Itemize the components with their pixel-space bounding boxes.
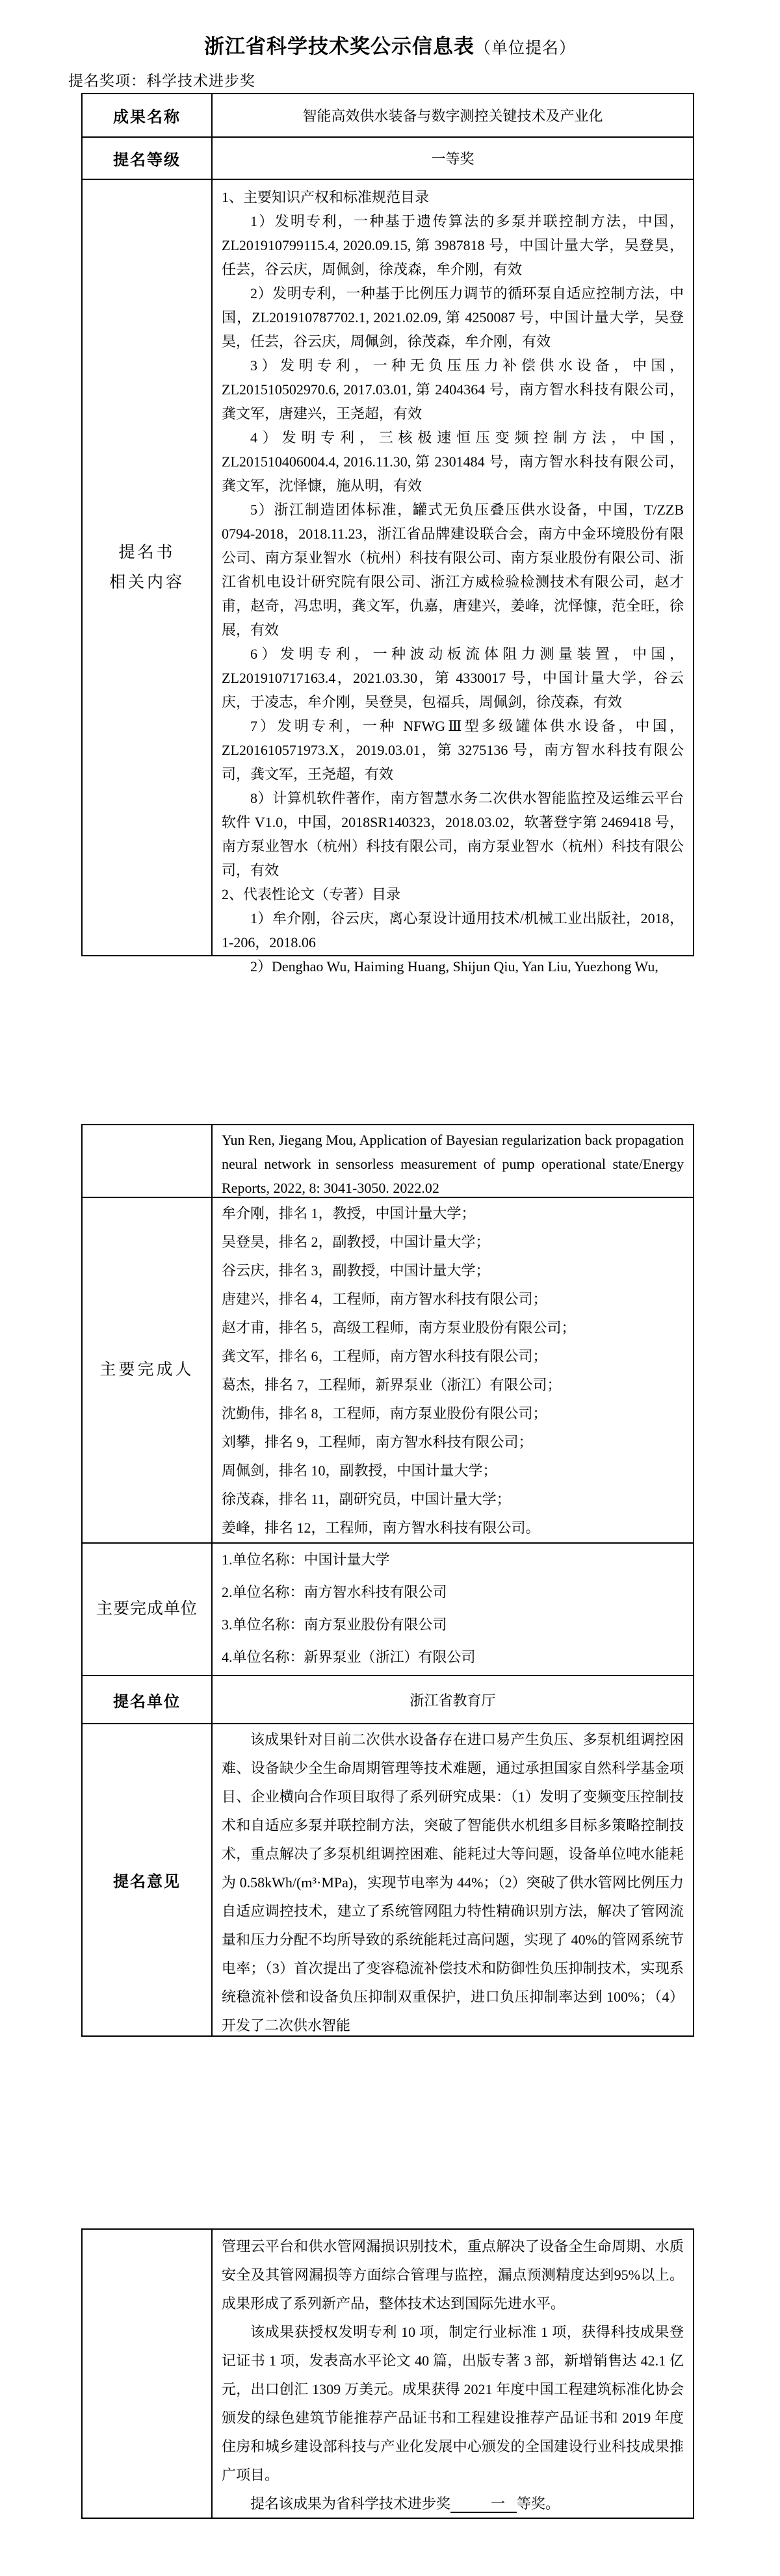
final-line-grade-underlined: 一 — [450, 2496, 517, 2513]
value-nomination-grade: 一等奖 — [431, 151, 474, 167]
performer-2: 吴登昊，排名 2，副教授，中国计量大学； — [222, 1234, 490, 1250]
label-main-units: 主要完成单位 — [83, 1544, 213, 1675]
software-item-8: 8）计算机软件著作，南方智慧水务二次供水智能监控及运维云平台软件 V1.0，中国，2018SR140323，2018.03.02，软著登字第 2469418 号，南方泵业智水（杭州）科技有限公司，南方泵业智水（杭州）科技有限公司，有效 — [222, 790, 684, 878]
award-category-line: 提名奖项：科学技术进步奖 — [68, 73, 255, 89]
label-achievement-name: 成果名称 — [83, 94, 213, 136]
label-main-performers: 主要完成人 — [83, 1198, 213, 1542]
label-nomination-opinion: 提名意见 — [83, 1724, 213, 2035]
table-award-info-page2 — [81, 1124, 694, 2037]
label-nomination-book-line1: 提名书 — [118, 543, 176, 561]
nomination-book-text — [213, 180, 693, 975]
performer-8: 沈勤伟，排名 8，工程师，南方泵业股份有限公司； — [222, 1405, 547, 1422]
performer-1: 牟介刚，排名 1，教授，中国计量大学； — [222, 1205, 476, 1221]
ip-list-heading: 1、主要知识产权和标准规范目录 — [222, 189, 430, 205]
performer-9: 刘攀，排名 9，工程师，南方智水科技有限公司； — [222, 1434, 533, 1450]
label-nomination-book-line2: 相关内容 — [109, 573, 185, 591]
patent-item-3: 3）发明专利，一种无负压压力补偿供水设备，中国，ZL201510502970.6, 2017.03.01, 第 2404364 号，南方智水科技有限公司，龚文军，唐建兴，王尧超，有效 — [222, 357, 684, 422]
label-nomination-grade: 提名等级 — [83, 138, 213, 179]
table-award-info-page3 — [81, 2228, 694, 2519]
performer-4: 唐建兴，排名 4，工程师，南方智水科技有限公司； — [222, 1291, 547, 1307]
patent-item-1: 1）发明专利，一种基于遗传算法的多泵并联控制方法，中国，ZL201910799115.4, 2020.09.15, 第 3987818 号，中国计量大学，吴登昊，任芸，谷云庆，周佩剑，徐茂森，牟介刚，有效 — [222, 213, 684, 277]
final-nomination-line — [222, 2490, 684, 2518]
standard-item-5: 5）浙江制造团体标准，罐式无负压叠压供水设备，中国，T/ZZB 0794-2018，2018.11.23，浙江省品牌建设联合会，南方中金环境股份有限公司、南方泵业智水（杭州）科技有限公司、南方泵业股份有限公司、浙江省机电设计研究院有限公司、浙江方威检验检测技术有限公司，赵才甫，赵奇，冯忠明，龚文军，仇嘉，唐建兴，姜峰，沈怿慷，范全旺，徐展，有效 — [222, 502, 684, 638]
title-main-text: 浙江省科学技术奖公示信息表 — [203, 35, 474, 58]
value-achievement-name: 智能高效供水装备与数字测控关键技术及产业化 — [302, 108, 603, 124]
label-empty-opinion-continuation — [83, 2230, 213, 2518]
performer-11: 徐茂森，排名 11，副研究员，中国计量大学； — [222, 1491, 511, 1507]
patent-item-6: 6）发明专利，一种波动板流体阻力测量装置，中国，ZL201910717163.4，2021.03.30，第 4330017 号，中国计量大学，谷云庆，于凌志，牟介刚，吴登昊，包福兵，周佩剑，徐茂森，有效 — [222, 646, 684, 710]
final-line-suffix: 等奖。 — [517, 2495, 560, 2512]
row-nomination-book-content — [83, 179, 693, 975]
patent-item-4: 4）发明专利，三核极速恒压变频控制方法，中国，ZL201510406004.4, 2016.11.30, 第 2301484 号，南方智水科技有限公司，龚文军，沈怿慷，施从明，有效 — [222, 429, 684, 494]
row-main-performers — [83, 1197, 693, 1542]
value-nominating-unit: 浙江省教育厅 — [410, 1692, 496, 1709]
label-nominating-unit: 提名单位 — [83, 1676, 213, 1723]
row-achievement-name — [83, 94, 693, 136]
paper-item-1: 1）牟介刚，谷云庆，离心泵设计通用技术/机械工业出版社，2018，1-206，2018.06 — [222, 910, 684, 950]
row-main-units — [83, 1542, 693, 1675]
performer-6: 龚文军，排名 6，工程师，南方智水科技有限公司； — [222, 1348, 547, 1364]
label-nomination-book — [83, 180, 213, 955]
paper-item-2-continued: Yun Ren, Jiegang Mou, Application of Bayesian regularization back propagation neural network in sensorless measurement of pump operational state/Energy Reports, 2022, 8: 3041-3050. 2022.02 — [222, 1132, 684, 1196]
performer-3: 谷云庆，排名 3，副教授，中国计量大学； — [222, 1262, 490, 1279]
unit-2: 2.单位名称：南方智水科技有限公司 — [222, 1584, 447, 1600]
opinion-paragraph: 该成果针对目前二次供水设备存在进口易产生负压、多泵机组调控困难、设备缺少全生命周期管理等技术难题，通过承担国家自然科学基金项目、企业横向合作项目取得了系列研究成果：（1）发明了变频变压控制技术和自适应多泵并联控制方法，突破了智能供水机组多目标多策略控制技术，重点解决了多泵机组调控困难、能耗过大等问题，设备单位吨水能耗为 0.58kWh/(m³·MPa)，实现节电率为 44%；（2）突破了供水管网比例压力自适应调控技术，建立了系统管网阻力特性精确识别方法，解决了管网流量和压力分配不均所导致的系统能耗过高问题，实现了 40%的管网系统节电率；（3）首次提出了变容稳流补偿技术和防御性负压抑制技术，实现系统稳流补偿和设备负压抑制双重保护，进口负压抑制率达到 100%；（4）开发了二次供水智能 — [222, 1731, 684, 2034]
table-award-info-page1 — [81, 93, 694, 975]
paper-continuation-text — [213, 1125, 693, 1197]
opinion-continued-paragraph: 管理云平台和供水管网漏损识别技术，重点解决了设备全生命周期、水质安全及其管网漏损等方面综合管理与监控，漏点预测精度达到95%以上。成果形成了系列新产品，整体技术达到国际先进水平。 — [222, 2238, 684, 2312]
opinion-continuation-text — [213, 2230, 693, 2518]
patent-item-7: 7）发明专利，一种 NFWGⅢ型多级罐体供水设备，中国，ZL201610571973.X，2019.03.01，第 3275136 号，南方智水科技有限公司，龚文军，王尧超，有效 — [222, 718, 684, 782]
row-nomination-grade — [83, 136, 693, 179]
page-title — [0, 30, 780, 59]
papers-list-heading: 2、代表性论文（专著）目录 — [222, 886, 401, 902]
main-units-list — [213, 1544, 693, 1675]
patent-item-2: 2）发明专利，一种基于比例压力调节的循环泵自适应控制方法，中国，ZL201910787702.1, 2021.02.09, 第 4250087 号，中国计量大学，吴登昊，任芸，谷云庆，周佩剑，徐茂森，牟介刚，有效 — [222, 285, 684, 350]
title-suffix-text: （单位提名） — [474, 40, 576, 57]
nomination-opinion-text — [213, 1724, 693, 2035]
performer-12: 姜峰，排名 12，工程师，南方智水科技有限公司。 — [222, 1520, 540, 1536]
main-performers-list — [213, 1198, 693, 1542]
unit-1: 1.单位名称：中国计量大学 — [222, 1551, 390, 1568]
performer-10: 周佩剑，排名 10，副教授，中国计量大学； — [222, 1462, 497, 1479]
final-line-prefix: 提名该成果为省科学技术进步奖 — [250, 2495, 451, 2512]
label-empty-continuation — [83, 1125, 213, 1197]
row-opinion-continuation — [83, 2230, 693, 2518]
row-nomination-opinion — [83, 1723, 693, 2035]
row-paper-continuation — [83, 1125, 693, 1197]
performer-7: 葛杰，排名 7，工程师，新界泵业（浙江）有限公司； — [222, 1377, 562, 1393]
performer-5: 赵才甫，排名 5，高级工程师，南方泵业股份有限公司； — [222, 1320, 576, 1336]
unit-3: 3.单位名称：南方泵业股份有限公司 — [222, 1616, 447, 1633]
row-nominating-unit — [83, 1675, 693, 1723]
unit-4: 4.单位名称：新界泵业（浙江）有限公司 — [222, 1649, 476, 1665]
achievement-stats-paragraph: 该成果获授权发明专利 10 项，制定行业标准 1 项，获得科技成果登记证书 1 项，发表高水平论文 40 篇，出版专著 3 部，新增销售达 42.1 亿元，出口创汇 1309 万美元。成果获得 2021 年度中国工程建筑标准化协会颁发的绿色建筑节能推荐产品证书和工程建设推荐产品证书和 2019 年度住房和城乡建设部科技与产业化发展中心颁发的全国建设行业科技成果推广项目。 — [222, 2324, 684, 2483]
paper-item-2-partial: 2）Denghao Wu, Haiming Huang, Shijun Qiu, Yan Liu, Yuezhong Wu, — [250, 958, 658, 975]
